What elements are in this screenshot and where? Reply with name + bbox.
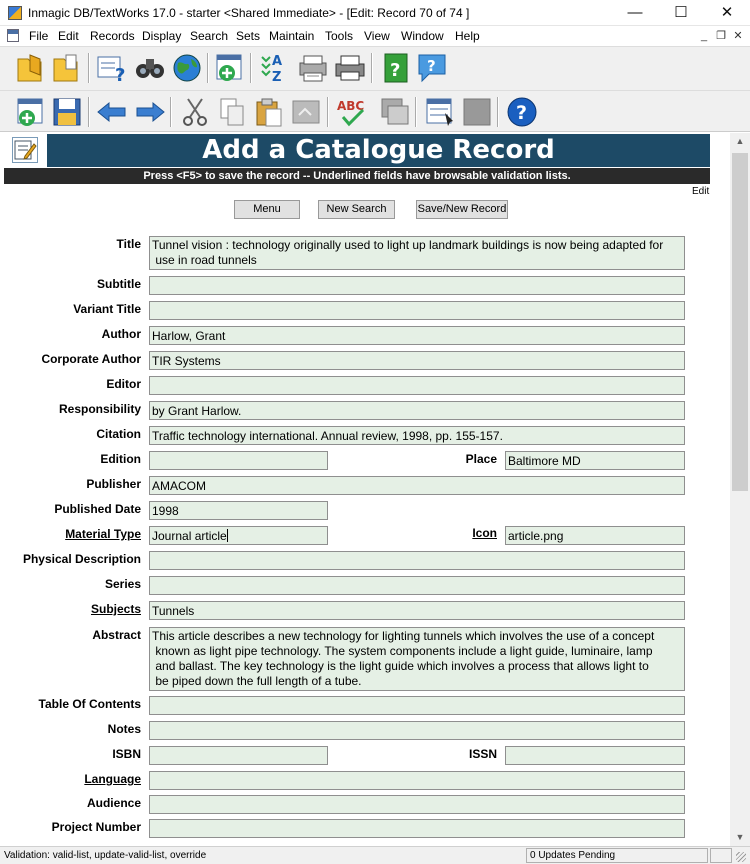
text-caret	[227, 529, 228, 542]
svg-text:?: ?	[115, 65, 126, 85]
binoculars-icon[interactable]	[133, 51, 167, 85]
menu-bar	[0, 26, 750, 46]
speech-help-icon[interactable]	[415, 51, 449, 85]
mdi-close-button[interactable]: ✕	[733, 30, 743, 42]
save-icon[interactable]	[50, 95, 84, 129]
series-field[interactable]	[149, 576, 685, 595]
issn-field[interactable]	[505, 746, 685, 765]
document-icon[interactable]	[7, 29, 19, 42]
table-of-contents-label: Table Of Contents	[38, 697, 141, 711]
paste-icon[interactable]	[252, 95, 286, 129]
corporate-author-field[interactable]: TIR Systems	[149, 351, 685, 370]
place-field[interactable]: Baltimore MD	[505, 451, 685, 470]
menu-edit[interactable]: Edit	[58, 29, 79, 43]
toolbar-main	[0, 46, 750, 90]
minimize-button[interactable]: —	[627, 4, 643, 21]
toolbar-separator	[88, 53, 90, 83]
forward-arrow-icon[interactable]	[133, 95, 167, 129]
window-title: Inmagic DB/TextWorks 17.0 - starter <Shared Immediate> - [Edit: Record 70 of 74 ]	[28, 6, 470, 20]
maximize-button[interactable]: ☐	[674, 4, 688, 21]
open-textbase-icon[interactable]	[14, 51, 48, 85]
subtitle-label: Subtitle	[97, 277, 141, 291]
audience-field[interactable]	[149, 795, 685, 814]
menu-maintain[interactable]: Maintain	[269, 29, 315, 43]
isbn-field[interactable]	[149, 746, 328, 765]
toolbar-separator	[497, 97, 499, 127]
toolbar-separator	[371, 53, 373, 83]
page-title: Add a Catalogue Record	[47, 134, 710, 167]
subjects-field[interactable]: Tunnels	[149, 601, 685, 620]
material-type-field[interactable]	[149, 526, 328, 545]
editor-field[interactable]	[149, 376, 685, 395]
menu-records[interactable]: Records	[90, 29, 135, 43]
updates-pending-status: 0 Updates Pending	[526, 848, 708, 863]
title-field[interactable]: Tunnel vision : technology originally used to light up landmark buildings is now being adapted for use in road tunnels	[149, 236, 685, 270]
menu-button[interactable]: Menu	[234, 200, 300, 219]
svg-text:A: A	[272, 54, 283, 69]
toolbar-separator	[250, 53, 252, 83]
scroll-down-arrow[interactable]: ▼	[735, 832, 745, 842]
query-help-icon[interactable]	[95, 51, 129, 85]
citation-field[interactable]: Traffic technology international. Annual review, 1998, pp. 155-157.	[149, 426, 685, 445]
open-form-icon[interactable]	[50, 51, 84, 85]
book-help-icon[interactable]	[380, 51, 414, 85]
insert-entry-icon[interactable]	[423, 95, 457, 129]
globe-icon[interactable]	[170, 51, 204, 85]
replace-icon[interactable]	[289, 95, 323, 129]
notes-field[interactable]	[149, 721, 685, 740]
svg-text:Z: Z	[272, 70, 282, 85]
notes-label: Notes	[107, 722, 141, 736]
icon-field[interactable]: article.png	[505, 526, 685, 545]
menu-view[interactable]: View	[364, 29, 390, 43]
back-arrow-icon[interactable]	[95, 95, 129, 129]
issn-label: ISSN	[468, 747, 497, 761]
edition-field[interactable]	[149, 451, 328, 470]
instructions-bar: Press <F5> to save the record -- Underlined fields have browsable validation lists.	[4, 168, 710, 184]
subtitle-field[interactable]	[149, 276, 685, 295]
edit-link[interactable]: Edit	[692, 186, 710, 197]
add-record-icon[interactable]	[14, 95, 48, 129]
duplicate-icon[interactable]	[378, 95, 412, 129]
project-number-label: Project Number	[51, 820, 141, 834]
toolbar-separator	[207, 53, 209, 83]
mdi-minimize-button[interactable]: _	[700, 30, 708, 42]
audience-label: Audience	[86, 796, 141, 810]
toolbar-separator	[415, 97, 417, 127]
edition-label: Edition	[100, 452, 141, 466]
place-label: Place	[465, 452, 497, 466]
menu-tools[interactable]: Tools	[325, 29, 354, 43]
corporate-author-label: Corporate Author	[41, 352, 141, 366]
vertical-scrollbar[interactable]	[730, 133, 750, 846]
material-type-value: Journal article	[152, 529, 227, 543]
toolbar-edit	[0, 90, 750, 132]
svg-text:?: ?	[390, 60, 401, 81]
svg-text:ABC: ABC	[337, 99, 365, 113]
save-new-record-button[interactable]: Save/New Record	[416, 200, 508, 219]
menu-file[interactable]: File	[29, 29, 49, 43]
print-preview-icon[interactable]	[296, 51, 330, 85]
variant-title-field[interactable]	[149, 301, 685, 320]
author-label: Author	[101, 327, 141, 341]
responsibility-field[interactable]: by Grant Harlow.	[149, 401, 685, 420]
series-label: Series	[104, 577, 141, 591]
menu-window[interactable]: Window	[401, 29, 444, 43]
new-search-button[interactable]: New Search	[318, 200, 395, 219]
app-icon	[8, 6, 22, 20]
menu-display[interactable]: Display	[142, 29, 182, 43]
scrollbar-thumb[interactable]	[732, 153, 748, 491]
published-date-label: Published Date	[54, 502, 141, 516]
menu-search[interactable]: Search	[190, 29, 229, 43]
table-of-contents-field[interactable]	[149, 696, 685, 715]
menu-sets[interactable]: Sets	[236, 29, 261, 43]
abstract-label: Abstract	[92, 628, 141, 642]
language-label[interactable]: Language	[84, 772, 141, 786]
copy-icon[interactable]	[215, 95, 249, 129]
material-type-label[interactable]: Material Type	[65, 527, 141, 541]
citation-label: Citation	[96, 427, 141, 441]
blank-box-icon[interactable]	[460, 95, 494, 129]
subjects-label[interactable]: Subjects	[90, 602, 141, 616]
mdi-restore-button[interactable]: ❐	[716, 30, 726, 42]
edit-form-icon	[12, 137, 38, 163]
help-circle-icon[interactable]	[505, 95, 539, 129]
resize-grip[interactable]	[736, 852, 746, 862]
cut-icon[interactable]	[178, 95, 212, 129]
author-field[interactable]: Harlow, Grant	[149, 326, 685, 345]
toolbar-separator	[88, 97, 90, 127]
icon-label[interactable]: Icon	[472, 526, 497, 540]
publisher-field[interactable]: AMACOM	[149, 476, 685, 495]
physical-description-label: Physical Description	[22, 552, 141, 566]
menu-help[interactable]: Help	[455, 29, 480, 43]
toolbar-separator	[170, 97, 172, 127]
new-record-icon[interactable]	[213, 51, 247, 85]
toolbar-separator	[327, 97, 329, 127]
publisher-label: Publisher	[86, 477, 141, 491]
record-form	[0, 133, 730, 846]
published-date-field[interactable]: 1998	[149, 501, 328, 520]
validation-status: Validation: valid-list, update-valid-list, override	[4, 850, 207, 861]
title-label: Title	[116, 237, 141, 251]
responsibility-label: Responsibility	[58, 402, 141, 416]
printer-icon[interactable]	[333, 51, 367, 85]
language-field[interactable]	[149, 771, 685, 790]
status-panel	[710, 848, 732, 863]
window-title-bar	[0, 0, 750, 26]
project-number-field[interactable]	[149, 819, 685, 838]
variant-title-label: Variant Title	[73, 302, 141, 316]
scroll-up-arrow[interactable]: ▲	[735, 136, 745, 146]
isbn-label: ISBN	[112, 747, 141, 761]
close-button[interactable]: ✕	[720, 4, 734, 21]
physical-description-field[interactable]	[149, 551, 685, 570]
editor-label: Editor	[106, 377, 141, 391]
svg-text:?: ?	[516, 102, 528, 124]
sort-az-icon[interactable]	[258, 51, 292, 85]
abstract-field[interactable]: This article describes a new technology for lighting tunnels which involves the use of a concept known as light pipe technology. The system components include a light guide, luminaire, lamp and ballast. The key technology is the light guide which involves a process that allows light to be piped down the full length of a tube.	[149, 627, 685, 691]
spellcheck-icon[interactable]	[335, 95, 369, 129]
status-bar	[0, 846, 750, 864]
svg-text:?: ?	[427, 57, 436, 75]
